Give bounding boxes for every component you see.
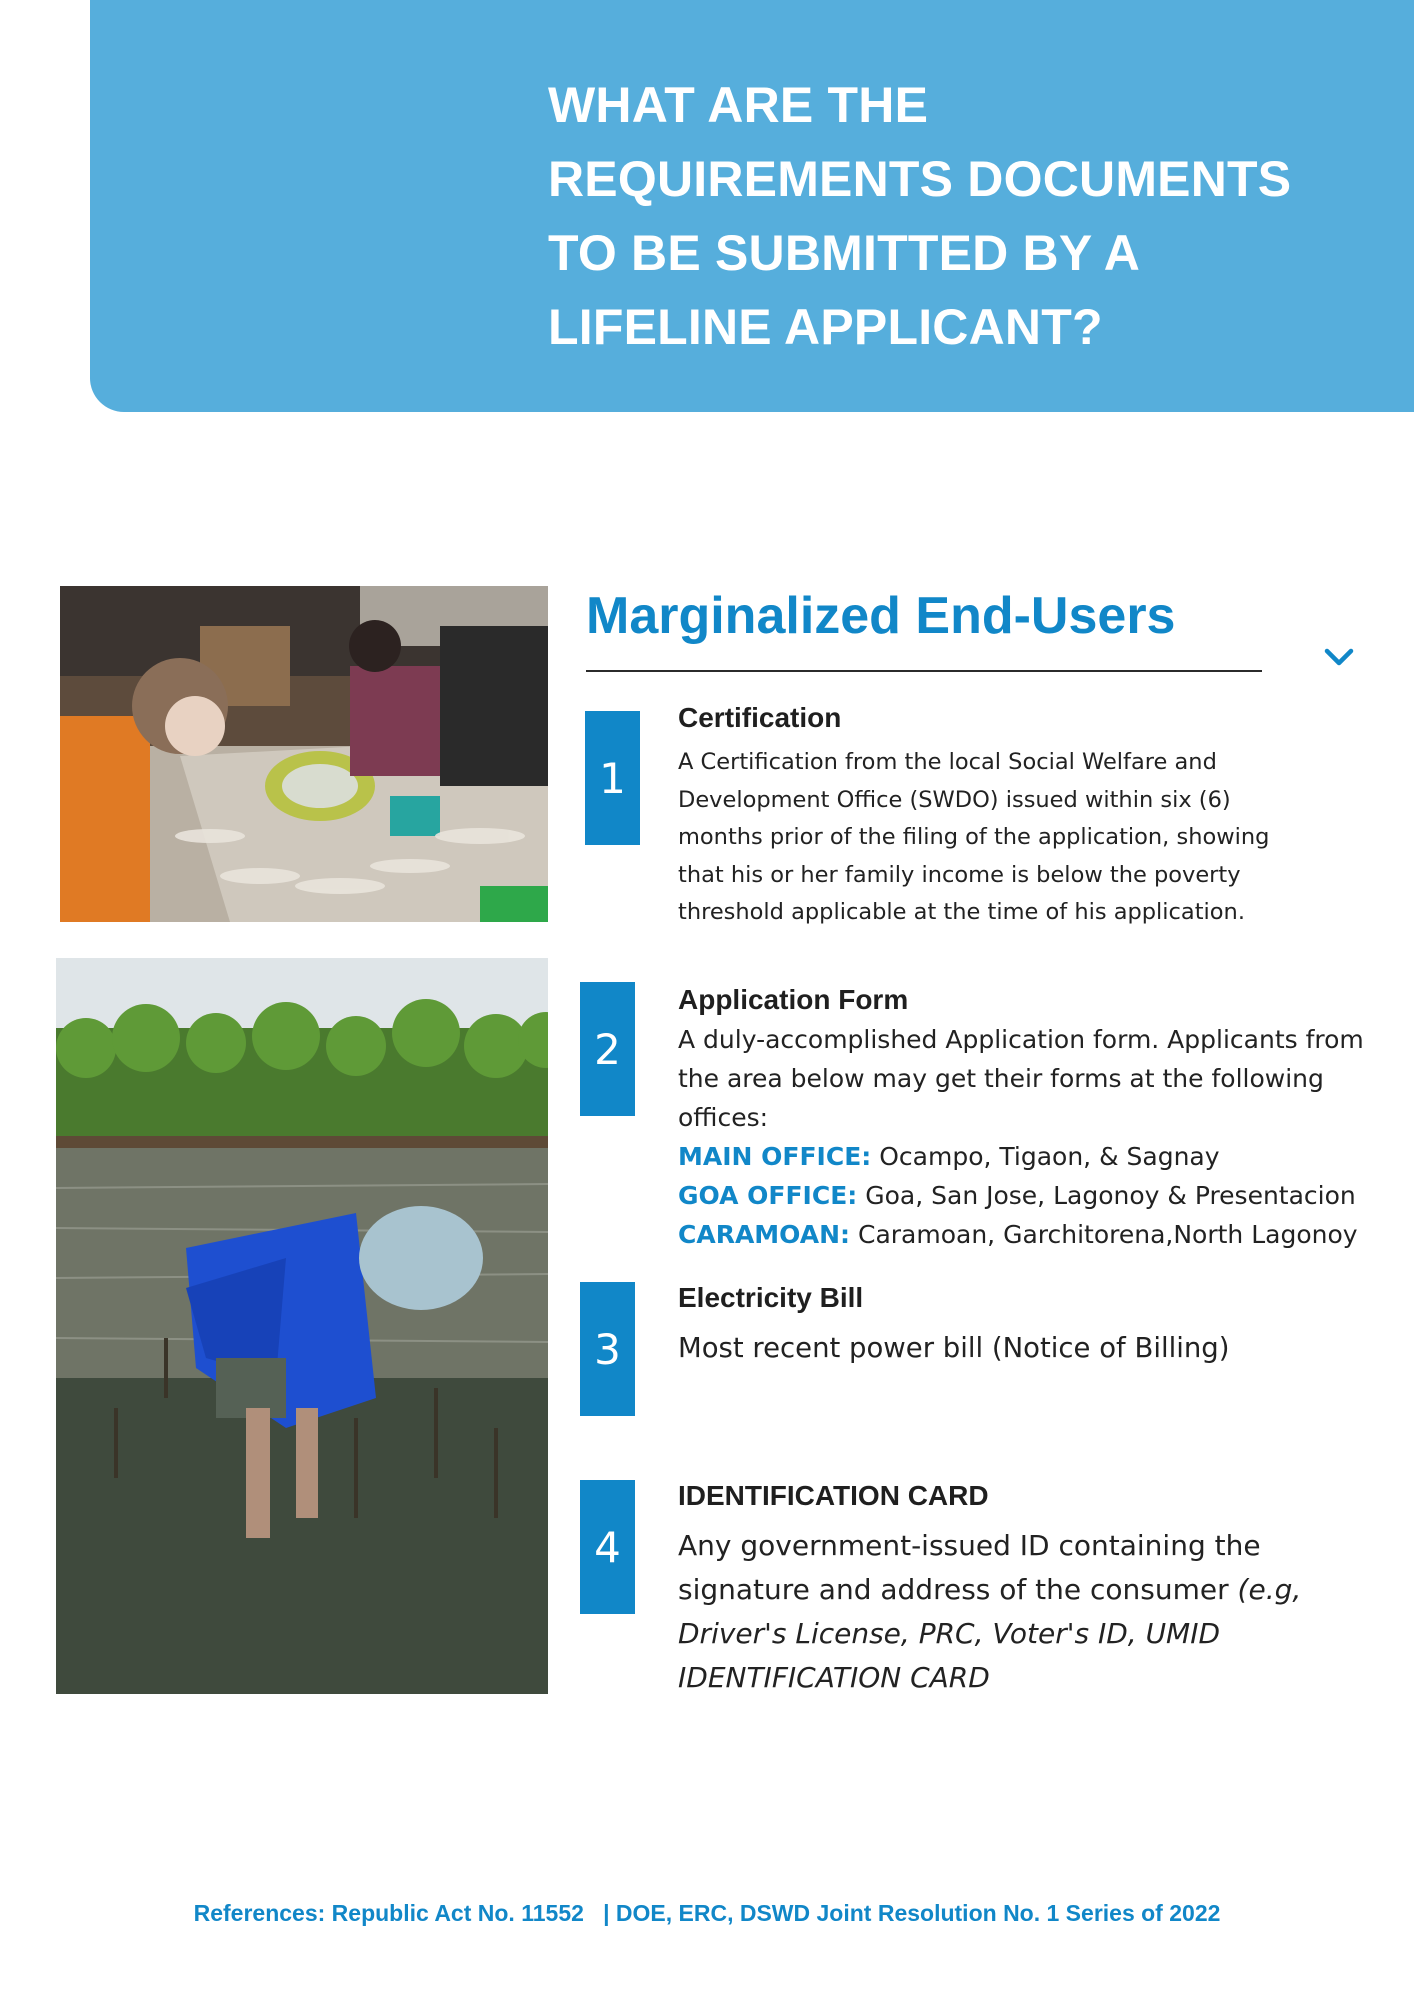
requirement-heading-application-form: Application Form [678,984,909,1015]
office-line-goa [678,1176,1378,1215]
requirement-body-application-form [678,1020,1378,1254]
title-line: TO BE SUBMITTED BY A [548,225,1141,281]
office-line-main [678,1137,1378,1176]
requirement-number: 3 [580,1282,635,1416]
id-description: Any government-issued ID containing the signature and address of the consumer [678,1529,1261,1606]
requirement-body-identification-card [678,1524,1318,1700]
market-photo [60,586,548,922]
requirement-number: 2 [580,982,635,1116]
office-label: MAIN OFFICE: [678,1142,872,1171]
office-label: CARAMOAN: [678,1220,851,1249]
office-areas: Caramoan, Garchitorena,North Lagonoy [857,1220,1358,1249]
office-areas: Goa, San Jose, Lagonoy & Presentacion [865,1181,1356,1210]
requirement-heading-electricity-bill: Electricity Bill [678,1282,864,1313]
office-areas: Ocampo, Tigaon, & Sagnay [879,1142,1220,1171]
title-line: WHAT ARE THE [548,77,929,133]
requirement-number: 4 [580,1480,635,1614]
chevron-down-icon[interactable] [1322,640,1356,674]
mangrove-photo [56,958,548,1694]
id-examples: (e.g, Driver's License, PRC, Voter's ID, UMID IDENTIFICATION CARD [678,1573,1302,1694]
title-line: REQUIREMENTS DOCUMENTS [548,151,1292,207]
requirement-number: 1 [585,711,640,845]
title-line: LIFELINE APPLICANT? [548,299,1103,355]
requirement-body-certification: A Certification from the local Social Welfare and Development Office (SWDO) issued within six (6) months prior of the filing of the application, showing that his or her family income is below the poverty threshold applicable at the time of his application. [678,749,1270,925]
section-title: Marginalized End-Users [586,587,1176,645]
page-title [548,68,1348,364]
office-line-caramoan [678,1215,1378,1254]
requirement-body-electricity-bill: Most recent power bill (Notice of Billing) [678,1332,1230,1364]
section-divider [586,670,1262,672]
application-form-description: A duly-accomplished Application form. Applicants from the area below may get their forms at the following offices: [678,1025,1364,1132]
references-footer: References: Republic Act No. 11552 | DOE, ERC, DSWD Joint Resolution No. 1 Series of 2022 [193,1900,1221,1926]
requirement-heading-identification-card: IDENTIFICATION CARD [678,1480,989,1511]
office-label: GOA OFFICE: [678,1181,858,1210]
requirement-heading-certification: Certification [678,702,842,733]
